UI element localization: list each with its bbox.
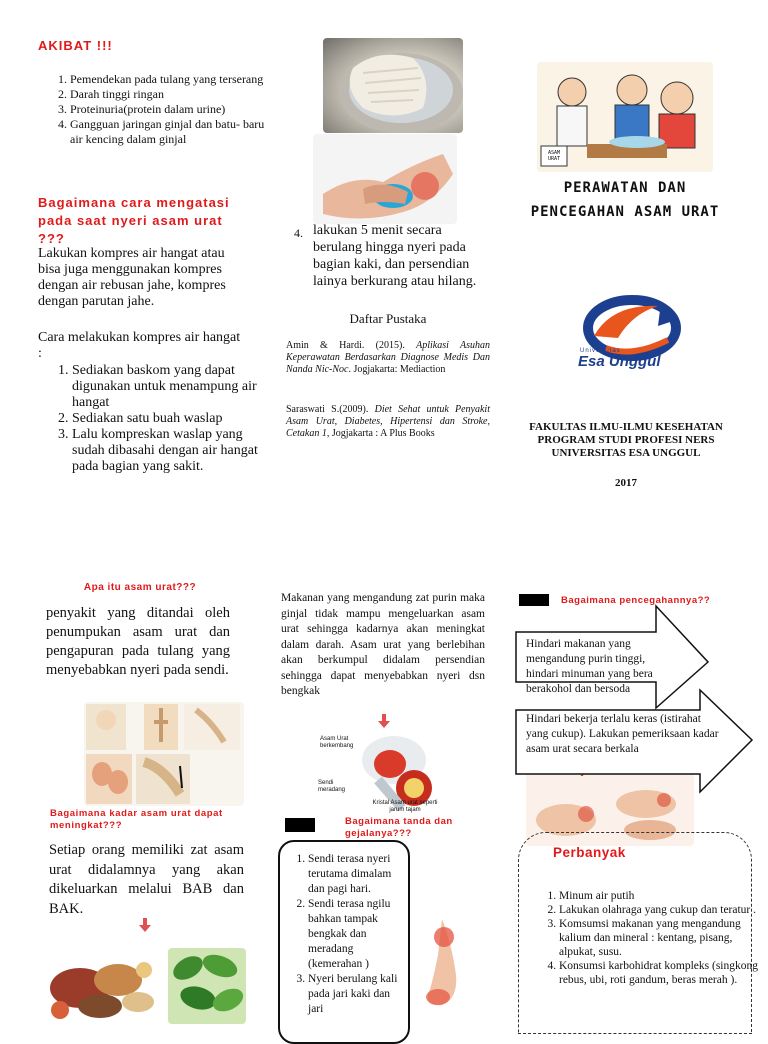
faculty-text: FAKULTAS ILMU-ILMU KESEHATAN PROGRAM STUDI PROFESI NERS UNIVERSITAS ESA UNGGUL	[529, 421, 723, 459]
step4-number: 4.	[294, 226, 303, 240]
ref2-publisher: , Jogjakarta : A Plus Books	[326, 428, 435, 439]
kompres-steps	[46, 363, 272, 475]
cover-title: PERAWATAN DAN PENCEGAHAN ASAM URAT	[530, 180, 720, 220]
joint-anatomy-image	[84, 702, 244, 806]
green-leaves-image	[168, 948, 246, 1024]
comic-illustration	[537, 62, 713, 172]
pencegahan-heading: Bagaimana pencegahannya??	[561, 595, 711, 606]
list-item: 3. Proteinuria(protein dalam urine)	[70, 102, 270, 117]
list-item: 1. Sediakan baskom yang dapat digunakan untuk menampung air hangat	[72, 363, 272, 411]
list-item: 2. Sendi terasa ngilu bahkan tampak bengkak dan meradang (kemerahan )	[308, 897, 398, 972]
akibat-list	[44, 72, 270, 147]
logo-universitas: Universitas	[580, 348, 621, 354]
ref1-publisher: . Jogjakarta: Mediaction	[348, 364, 446, 375]
list-item: 4. Gangguan jaringan ginjal dan batu- baru air kencing dalam ginjal	[70, 117, 270, 147]
arrow-text-2: Hindari bekerja terlalu keras (istirahat yang cukup). Lakukan pemeriksaan kadar asam urat secara berkala	[526, 713, 719, 755]
ref1-title: Aplikasi Asuhan Keperawatan Berdasarkan Diagnose Medis Dan Nanda Nic-Noc	[286, 340, 490, 375]
step4-text: lakukan 5 menit secara berulang hingga nyeri pada bagian kaki, dan persendian lainya berkurang atau hilang.	[313, 223, 477, 289]
perbanyak-heading: Perbanyak	[553, 845, 626, 860]
towel-bowl-image	[323, 38, 463, 133]
reference-1	[286, 340, 490, 376]
list-item: 2. Lakukan olahraga yang cukup dan teratur .	[559, 903, 765, 917]
arrow-text-1: Hindari makanan yang mengandung purin tinggi, hindari minuman yang bera berakohol dan bersoda	[526, 638, 653, 695]
painful-foot-image	[412, 915, 486, 1011]
gejala-list	[280, 852, 398, 1017]
kadar-text: Setiap orang memiliki zat asam urat didalamnya yang akan dikeluarkan melalui BAB dan BAK.	[49, 842, 244, 917]
diagram-label: Asam Urat berkembang	[320, 736, 354, 749]
perbanyak-box	[518, 832, 758, 1034]
kompres-intro: Lakukan kompres air hangat atau bisa juga menggunakan kompres dengan air rebusan jahe, kompres dengan parutan jahe.	[38, 246, 226, 309]
university-logo	[572, 292, 692, 382]
list-item: 3. Nyeri berulang kali pada jari kaki dan jari	[308, 972, 398, 1017]
kadar-heading: Bagaimana kadar asam urat dapat meningkat???	[50, 808, 223, 831]
ref2-title: Diet Sehat untuk Penyakit Asam Urat, Diabetes, Hipertensi dan Stroke, Cetakan 1	[286, 404, 490, 439]
list-item: 3. Komsumsi makanan yang mengandung kalium dan mineral : kentang, pisang, alpukat, susu.	[559, 917, 765, 959]
ref2-authors: Saraswati S.(2009).	[286, 404, 375, 415]
year: 2017	[615, 477, 637, 489]
list-item: 1. Pemendekan pada tulang yang terserang	[70, 72, 270, 87]
gejala-box	[278, 840, 410, 1044]
apa-text: penyakit yang ditandai oleh penumpukan asam urat dan pengapuran pada tulang yang menyebabkan nyeri pada sendi.	[46, 605, 230, 678]
list-item: 2. Darah tinggi ringan	[70, 87, 270, 102]
purine-foods-image	[40, 940, 162, 1024]
list-item: 1. Minum air putih	[559, 889, 765, 903]
tanda-heading: Bagaimana tanda dan gejalanya???	[345, 816, 453, 839]
purin-text: Makanan yang mengandung zat purin maka ginjal tidak mampu mengeluarkan asam urat sehingga kadarnya akan meningkat dalam darah. Asam urat yang berlebihan akan berkumpul didalam persendian sehingga dapat menyebabkan nyeri dsn bengkak	[281, 592, 485, 697]
daftar-pustaka-heading: Daftar Pustaka	[349, 311, 427, 326]
diagram-label: Kristal Asam urat seperti jarum tajam	[372, 800, 438, 813]
list-item: 3. Lalu kompreskan waslap yang sudah dibasahi dengan air hangat pada bagian yang sakit.	[72, 427, 272, 475]
cara-kompres-label: Cara melakukan kompres air hangat :	[38, 330, 241, 361]
comic-sign: ASAM URAT	[547, 150, 561, 162]
list-item: 1. Sendi terasa nyeri terutama dimalam dan pagi hari.	[308, 852, 398, 897]
cara-heading: Bagaimana cara mengatasi pada saat nyeri asam urat ???	[38, 195, 230, 246]
diagram-label: Sendi meradang	[318, 780, 346, 793]
logo-name: Esa Unggul	[578, 353, 661, 370]
list-item: 4. Konsumsi karbohidrat kompleks (singkong rebus, ubi, roti gandum, beras merah ).	[559, 959, 765, 987]
arrow-callout-2	[514, 688, 754, 798]
black-marker	[285, 818, 315, 832]
apa-heading: Apa itu asam urat???	[83, 582, 197, 593]
gout-joint-diagram	[318, 730, 466, 814]
ref1-authors: Amin & Hardi. (2015).	[286, 340, 417, 351]
down-arrow-icon	[139, 918, 151, 937]
list-item: 2. Sediakan satu buah waslap	[72, 411, 272, 427]
perbanyak-list	[533, 889, 765, 987]
akibat-heading: AKIBAT !!!	[38, 38, 113, 53]
foot-compress-image	[313, 134, 457, 224]
reference-2	[286, 404, 490, 440]
